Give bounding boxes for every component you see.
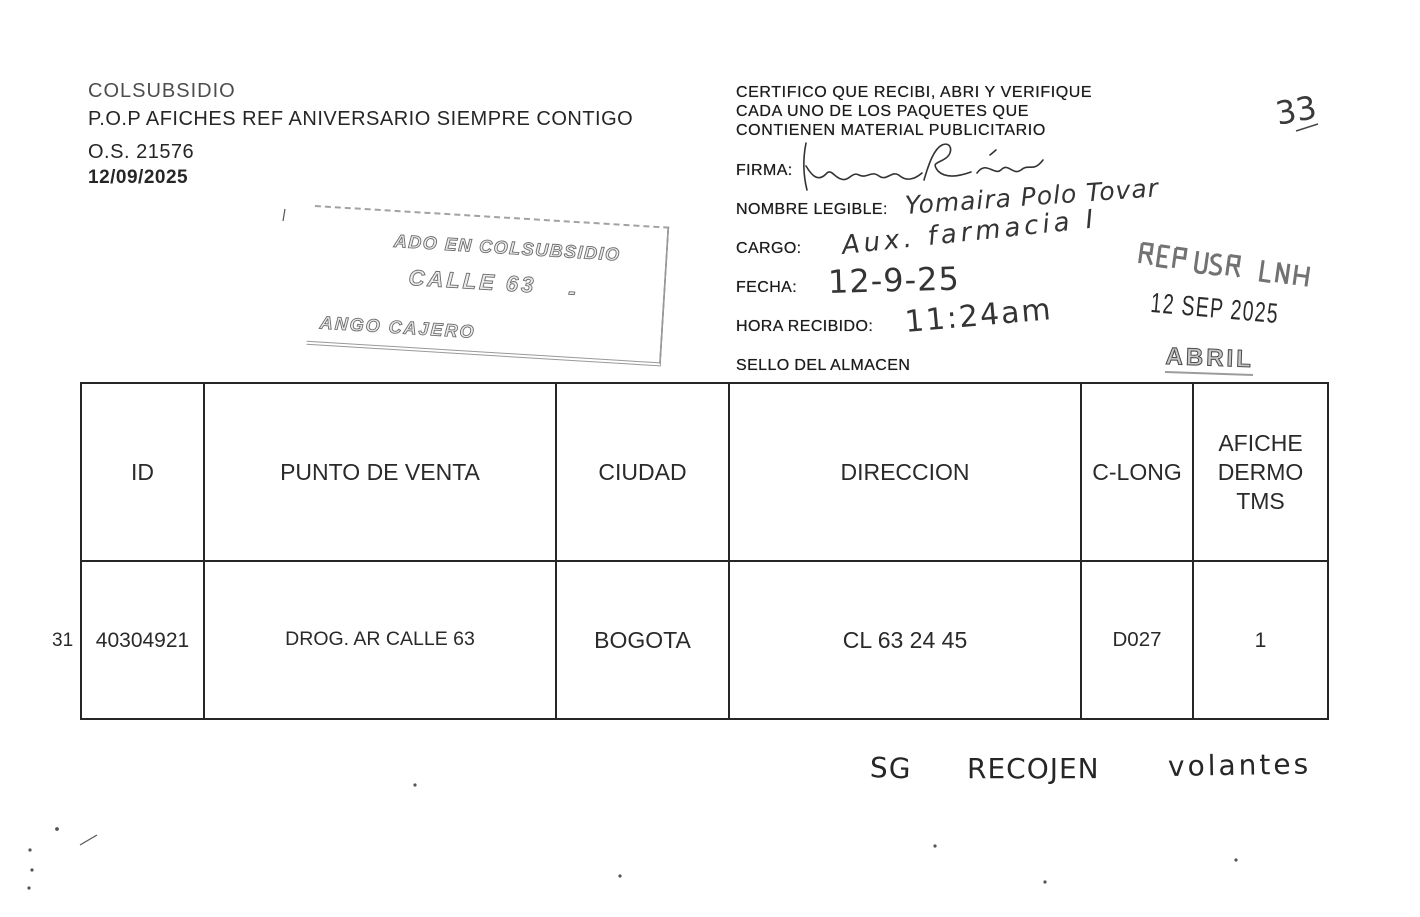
table-cell-id <box>82 562 205 718</box>
column-header-label: ID <box>131 458 154 485</box>
handwritten-name: Yomaira Polo Tovar <box>903 173 1160 220</box>
handwritten-note-word: SG <box>869 751 913 786</box>
cell-value: BOGOTA <box>594 626 691 653</box>
handwritten-note-word: volantes <box>1167 747 1312 783</box>
warehouse-stamp-date: 12 SEP 2025 <box>1149 287 1281 330</box>
table-cell-point-of-sale <box>205 562 557 718</box>
cell-value: CL 63 24 45 <box>842 626 968 653</box>
receipt-time-label: HORA RECIBIDO: <box>736 318 874 335</box>
name-label: NOMBRE LEGIBLE: <box>736 201 888 218</box>
cell-value: 40304921 <box>95 628 190 652</box>
column-header-c-long <box>1082 384 1194 562</box>
receipt-date-label: FECHA: <box>736 279 798 296</box>
table-cell-city <box>557 562 730 718</box>
stamp-line: ADO EN COLSUBSIDIO <box>393 230 622 265</box>
certification-line: CERTIFICO QUE RECIBI, ABRI Y VERIFIQUE <box>736 84 1093 101</box>
column-header-label: DIRECCION <box>840 458 970 485</box>
stamp-line: ANGO CAJERO <box>319 312 477 343</box>
table-cell-quantity <box>1194 562 1327 718</box>
document-date: 12/09/2025 <box>88 167 189 188</box>
signature-label: FIRMA: <box>736 162 793 179</box>
table-cell-c-long <box>1082 562 1194 718</box>
column-header-city <box>557 384 730 562</box>
column-header-label: PUNTO DE VENTA <box>280 458 480 485</box>
position-label: CARGO: <box>736 240 802 257</box>
service-order-number: O.S. 21576 <box>88 141 195 163</box>
column-header-address <box>730 384 1082 562</box>
column-header-point-of-sale <box>205 384 557 562</box>
certification-line: CONTIENEN MATERIAL PUBLICITARIO <box>736 122 1046 139</box>
handwritten-note-word: RECOJEN <box>967 752 1100 785</box>
warehouse-seal-label: SELLO DEL ALMACEN <box>736 357 911 374</box>
document-subject: P.O.P AFICHES REF ANIVERSARIO SIEMPRE CONTIGO <box>88 108 634 130</box>
delivery-table <box>80 382 1329 720</box>
cell-value: DROG. AR CALLE 63 <box>285 628 475 651</box>
row-number: 31 <box>52 630 74 651</box>
table-cell-address <box>730 562 1082 718</box>
column-header-label: CIUDAD <box>598 458 687 485</box>
column-header-afiche-dermo-tms <box>1194 384 1327 562</box>
column-header-label: AFICHE DERMO TMS <box>1217 429 1304 514</box>
handwritten-page-mark: 33 <box>1272 88 1320 133</box>
column-header-label: C-LONG <box>1092 458 1182 485</box>
warehouse-stamp-text: ABRIL <box>1165 345 1254 376</box>
certification-line: CADA UNO DE LOS PAQUETES QUE <box>736 103 1030 120</box>
handwritten-time: 11:24am <box>903 292 1054 340</box>
column-header-id <box>82 384 205 562</box>
cell-value: D027 <box>1112 627 1162 651</box>
company-name: COLSUBSIDIO <box>88 80 236 102</box>
stamp-line: CALLE 63 <box>407 264 538 298</box>
handwritten-date: 12-9-25 <box>827 259 961 301</box>
warehouse-stamp-smudge <box>1139 243 1308 287</box>
handwritten-position: Aux. farmacia I <box>840 204 1099 261</box>
cell-value: 1 <box>1254 628 1267 652</box>
stamp-dash: - <box>567 278 577 305</box>
store-stamp <box>306 205 669 366</box>
